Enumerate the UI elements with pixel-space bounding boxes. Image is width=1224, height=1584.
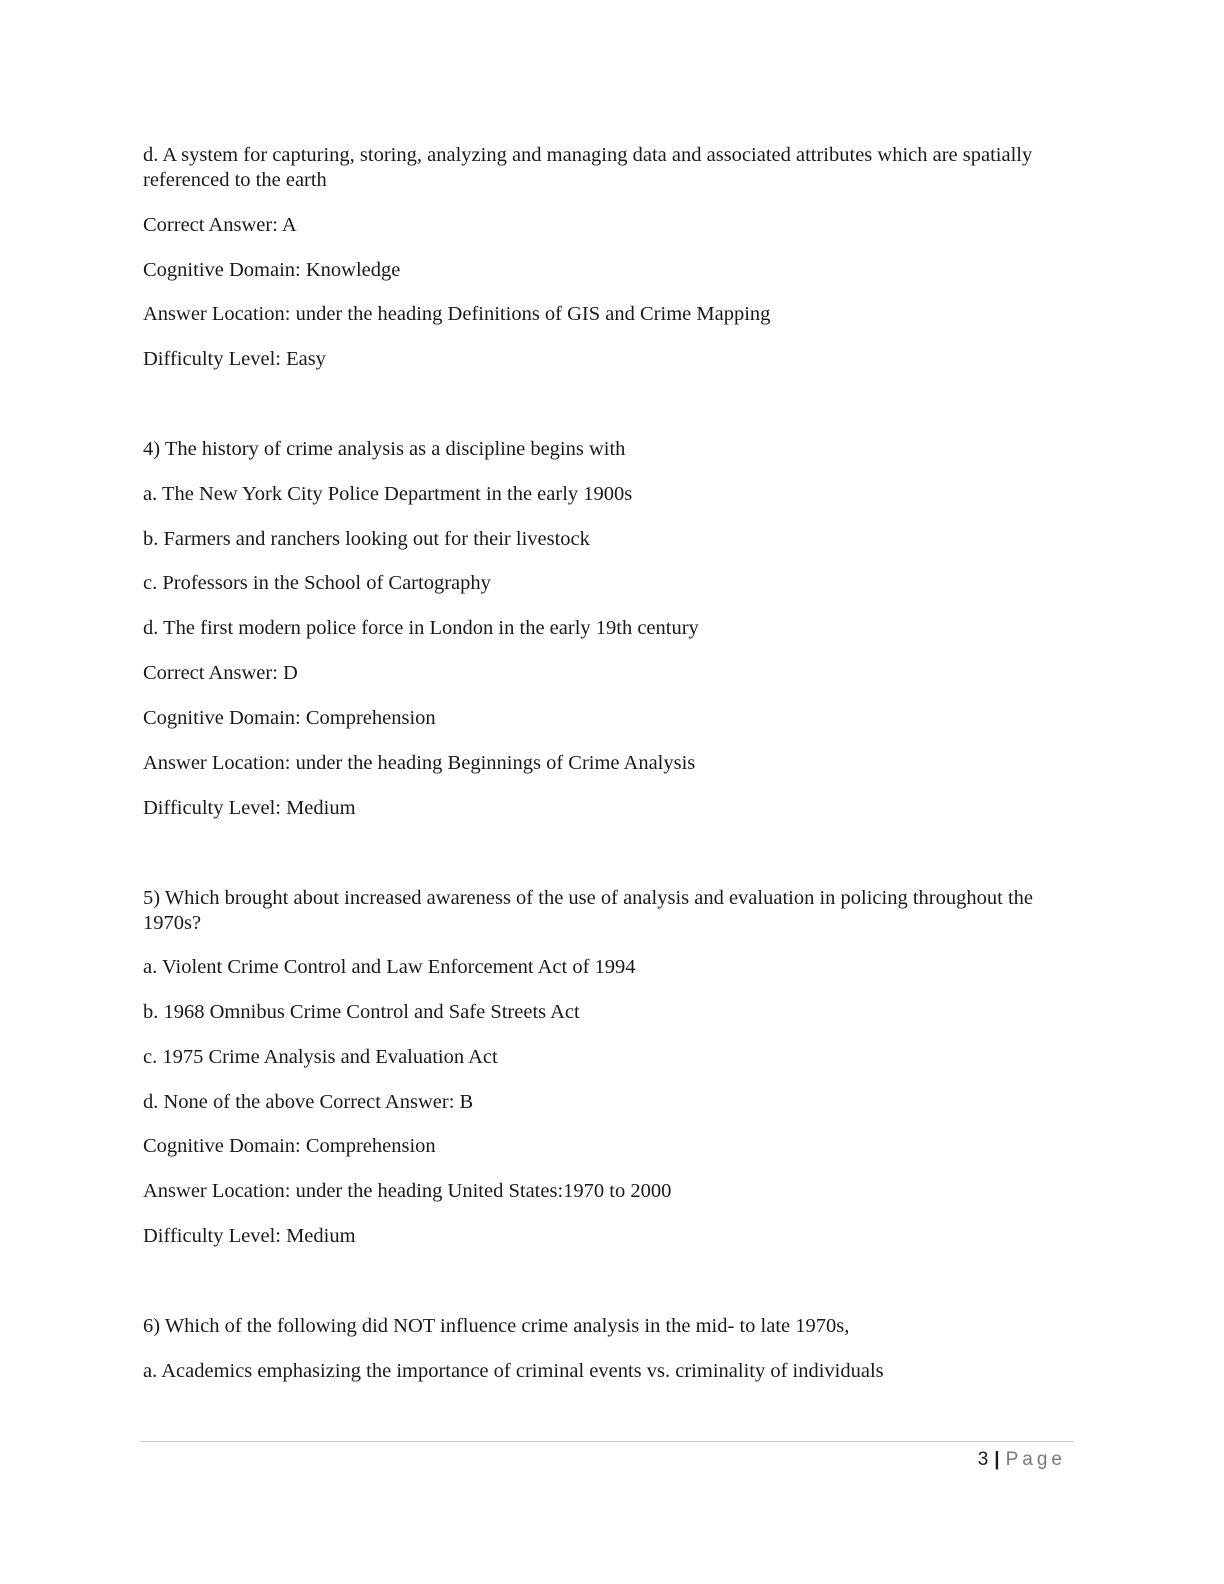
q5-option-a: a. Violent Crime Control and Law Enforcement Act of 1994 — [143, 956, 636, 978]
page-number: 3 — [977, 1449, 989, 1470]
q3-option-d: d. A system for capturing, storing, analyzing and managing data and associated attributes which are spatially referenced to the earth — [143, 144, 1033, 191]
q3-correct-answer: Correct Answer: A — [143, 214, 297, 236]
footer-separator: | — [994, 1449, 1000, 1470]
q4-option-d: d. The first modern police force in London in the early 19th century — [143, 617, 699, 639]
q3-answer-location: Answer Location: under the heading Definitions of GIS and Crime Mapping — [143, 303, 771, 325]
q4-difficulty-level: Difficulty Level: Medium — [143, 797, 356, 819]
q4-option-a: a. The New York City Police Department in the early 1900s — [143, 483, 633, 505]
q3-difficulty-level: Difficulty Level: Easy — [143, 348, 326, 370]
q6-option-a: a. Academics emphasizing the importance of criminal events vs. criminality of individuals — [143, 1360, 884, 1382]
page-label: Page — [1005, 1449, 1066, 1470]
q6-question: 6) Which of the following did NOT influence crime analysis in the mid- to late 1970s, — [143, 1315, 850, 1337]
q4-option-b: b. Farmers and ranchers looking out for their livestock — [143, 528, 590, 550]
q5-answer-location: Answer Location: under the heading United States:1970 to 2000 — [143, 1180, 672, 1202]
q4-answer-location: Answer Location: under the heading Beginnings of Crime Analysis — [143, 752, 696, 774]
q5-cognitive-domain: Cognitive Domain: Comprehension — [143, 1135, 436, 1157]
page-footer — [978, 1448, 1066, 1472]
q4-question: 4) The history of crime analysis as a discipline begins with — [143, 438, 626, 460]
q3-cognitive-domain: Cognitive Domain: Knowledge — [143, 259, 401, 281]
q4-correct-answer: Correct Answer: D — [143, 662, 298, 684]
q5-option-d-correct-answer: d. None of the above Correct Answer: B — [143, 1091, 474, 1113]
q5-question: 5) Which brought about increased awareness of the use of analysis and evaluation in policing throughout the 1970s? — [143, 887, 1033, 934]
q4-cognitive-domain: Cognitive Domain: Comprehension — [143, 707, 436, 729]
q5-option-b: b. 1968 Omnibus Crime Control and Safe Streets Act — [143, 1001, 580, 1023]
q4-option-c: c. Professors in the School of Cartography — [143, 572, 491, 594]
q5-option-c: c. 1975 Crime Analysis and Evaluation Act — [143, 1046, 498, 1068]
q5-difficulty-level: Difficulty Level: Medium — [143, 1225, 356, 1247]
footer-divider — [140, 1441, 1074, 1442]
